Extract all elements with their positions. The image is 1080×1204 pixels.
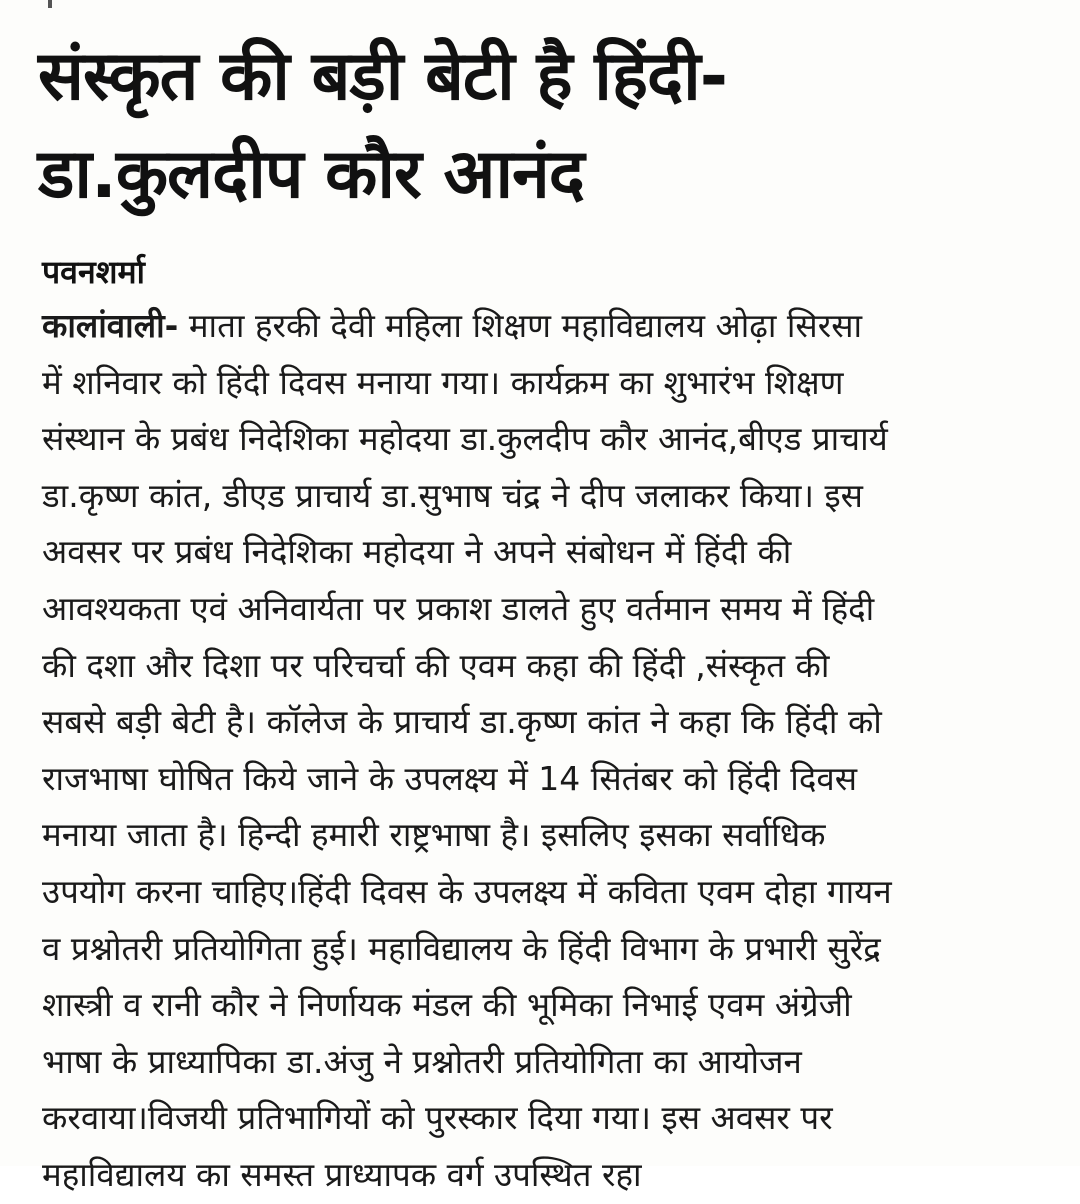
body-line: में शनिवार को हिंदी दिवस मनाया गया। कार्यक्रम का शुभारंभ शिक्षण [42, 362, 844, 402]
body-line: संस्थान के प्रबंध निदेशिका महोदया डा.कुलदीप कौर आनंद,बीएड प्राचार्य [42, 419, 888, 459]
body-line: व प्रश्नोतरी प्रतियोगिता हुई। महाविद्यालय के हिंदी विभाग के प्रभारी सुरेंद्र [42, 928, 881, 968]
body-line-1 [42, 298, 1047, 355]
byline: पवनशर्मा [42, 253, 145, 291]
body-line: मनाया जाता है। हिन्दी हमारी राष्ट्रभाषा है। इसलिए इसका सर्वाधिक [42, 815, 826, 855]
article-body [42, 298, 1047, 1204]
headline [38, 28, 1048, 224]
body-line: आवश्यकता एवं अनिवार्यता पर प्रकाश डालते हुए वर्तमान समय में हिंदी [42, 588, 875, 628]
body-line: सबसे बड़ी बेटी है। कॉलेज के प्राचार्य डा.कृष्ण कांत ने कहा कि हिंदी को [42, 702, 882, 742]
body-line: महाविद्यालय का समस्त प्राध्यापक वर्ग उपस्थित रहा [42, 1154, 642, 1194]
body-line-1-text: माता हरकी देवी महिला शिक्षण महाविद्यालय ओढ़ा सिरसा [178, 306, 863, 345]
body-line: डा.कृष्ण कांत, डीएड प्राचार्य डा.सुभाष चंद्र ने दीप जलाकर किया। इस [42, 475, 863, 515]
headline-line-1: संस्कृत की बड़ी बेटी है हिंदी- [38, 37, 727, 116]
body-line: राजभाषा घोषित किये जाने के उपलक्ष्य में 14 सितंबर को हिंदी दिवस [42, 758, 858, 798]
print-mark [48, 0, 52, 8]
body-line: भाषा के प्राध्यापिका डा.अंजु ने प्रश्नोतरी प्रतियोगिता का आयोजन [42, 1041, 802, 1081]
body-line: शास्त्री व रानी कौर ने निर्णायक मंडल की भूमिका निभाई एवम अंग्रेजी [42, 985, 852, 1025]
body-line: की दशा और दिशा पर परिचर्चा की एवम कहा की हिंदी ,संस्कृत की [42, 645, 830, 685]
headline-line-2: डा.कुलदीप कौर आनंद [38, 135, 584, 214]
body-line: करवाया।विजयी प्रतिभागियों को पुरस्कार दिया गया। इस अवसर पर [42, 1098, 833, 1138]
dateline: कालांवाली- [42, 306, 179, 345]
body-line: अवसर पर प्रबंध निदेशिका महोदया ने अपने संबोधन में हिंदी की [42, 532, 792, 572]
body-line: उपयोग करना चाहिए।हिंदी दिवस के उपलक्ष्य में कविता एवम दोहा गायन [42, 871, 892, 911]
